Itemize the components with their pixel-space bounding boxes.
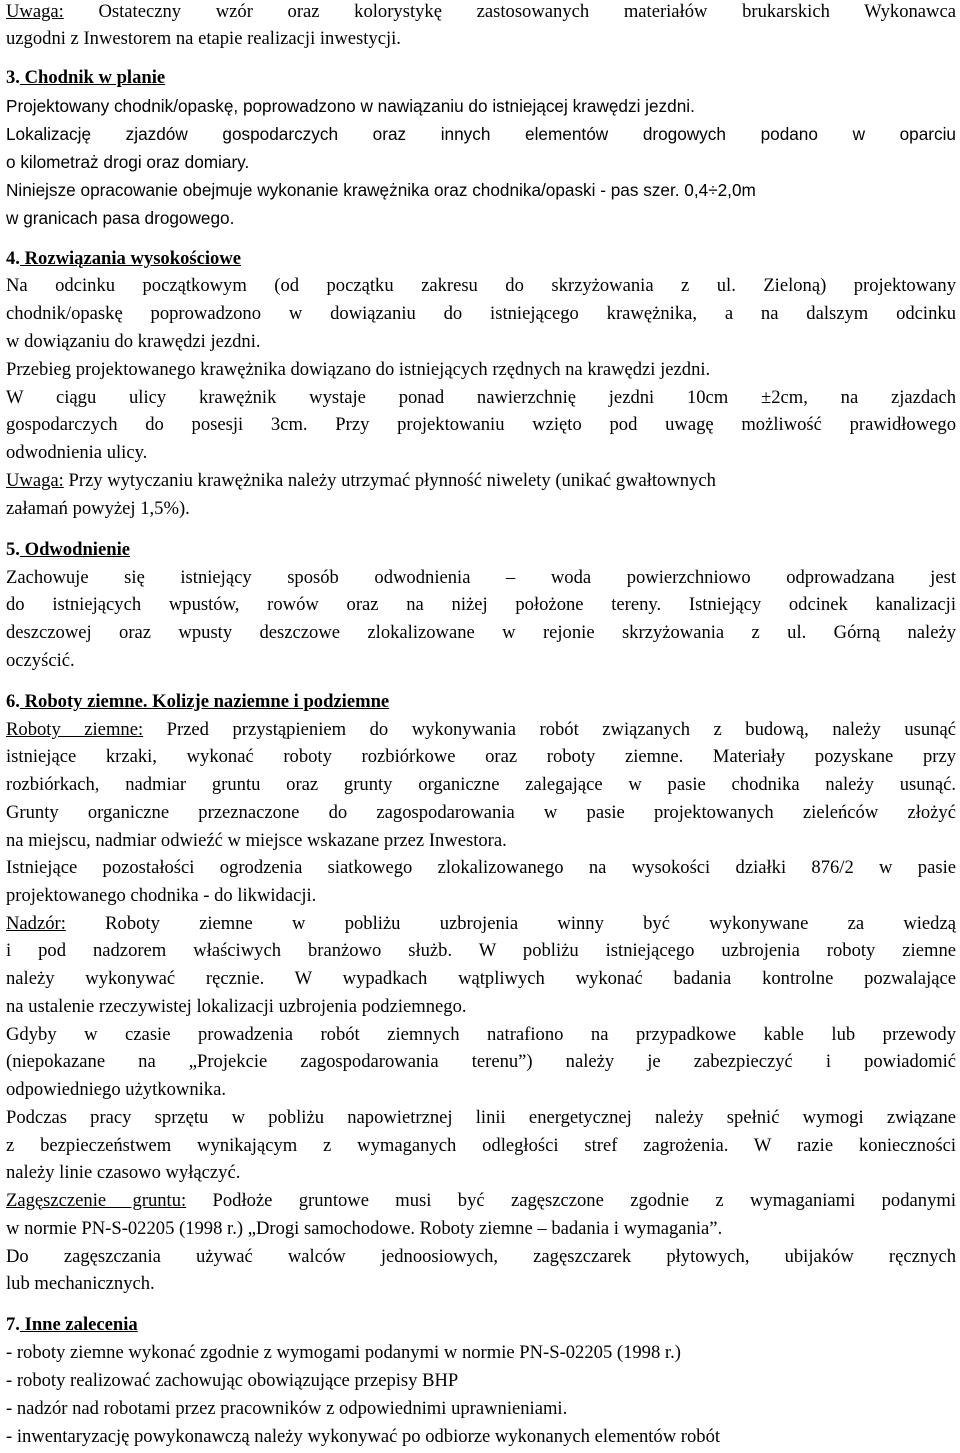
paragraph-label: Nadzór: (6, 913, 66, 934)
text-line: oczyścić. (6, 650, 75, 671)
text-line: odwodnienia ulicy. (6, 442, 148, 463)
text-line: Na odcinku początkowym (od początku zakresu do skrzyżowania z ul. Zieloną) projektowany (6, 275, 956, 296)
text-line: projektowanego chodnika - do likwidacji. (6, 885, 317, 906)
text-line: Lokalizację zjazdów gospodarczych oraz innych elementów drogowych podano w oparciu (6, 124, 956, 144)
text-line: rozbiórkach, nadmiar gruntu oraz grunty organiczne zalegające w pasie chodnika należy usunąć. (6, 774, 956, 795)
text-line (6, 1189, 956, 1215)
paragraph-text: Podłoże gruntowe musi być zagęszczone zgodnie z wymaganiami podanymi (186, 1190, 956, 1211)
text-line: z bezpieczeństwem wynikającym z wymaganych odległości stref zagrożenia. W razie konieczności (6, 1135, 956, 1156)
text-line: lub mechanicznych. (6, 1273, 155, 1294)
note-label: Uwaga: (6, 1, 64, 22)
text-line: do istniejących wpustów, rowów oraz na niżej położone tereny. Istniejący odcinek kanalizacji (6, 594, 956, 615)
text-line: Niniejsze opracowanie obejmuje wykonanie krawężnika oraz chodnika/opaski - pas szer. 0,4÷2,0m (6, 180, 756, 200)
text-line: w granicach pasa drogowego. (6, 208, 235, 228)
text-line: (niepokazane na „Projekcie zagospodarowania terenu”) należy je zabezpieczyć i powiadomić (6, 1051, 956, 1072)
section-title: Rozwiązania wysokościowe (19, 248, 241, 269)
text-line: Grunty organiczne przeznaczone do zagospodarowania w pasie projektowanych zieleńców złożyć (6, 802, 956, 823)
paragraph-text: Przed przystąpieniem do wykonywania robót związanych z budową, należy usunąć (143, 719, 956, 740)
list-item: - inwentaryzację powykonawczą należy wykonywać po odbiorze wykonanych elementów robót (6, 1426, 721, 1447)
text-line: załamań powyżej 1,5%). (6, 498, 190, 519)
text-line: należy linie czasowo wyłączyć. (6, 1162, 241, 1183)
text-line: Przebieg projektowanego krawężnika dowiązano do istniejących rzędnych na krawędzi jezdni. (6, 359, 711, 380)
section-heading (6, 538, 956, 564)
section-number: 3. (6, 67, 20, 88)
text-line: chodnik/opaskę poprowadzono w dowiązaniu do istniejącego krawężnika, a na dalszym odcinku (6, 303, 956, 324)
section-heading (6, 66, 956, 92)
paragraph-text: Roboty ziemne w pobliżu uzbrojenia winny być wykonywane za wiedzą (65, 913, 956, 934)
text-line: Zachowuje się istniejący sposób odwodnienia – woda powierzchniowo odprowadzana jest (6, 567, 956, 588)
text-line: Istniejące pozostałości ogrodzenia siatkowego zlokalizowanego na wysokości działki 876/2 w pasie (6, 857, 956, 878)
section-title: Roboty ziemne. Kolizje naziemne i podziemne (19, 691, 390, 712)
text-line: o kilometraż drogi oraz domiary. (6, 152, 250, 172)
section-number: 7. (6, 1314, 20, 1335)
section-title: Chodnik w planie (19, 67, 166, 88)
list-item: - roboty realizować zachowując obowiązujące przepisy BHP (6, 1370, 459, 1391)
text-line: Podczas pracy sprzętu w pobliżu napowietrznej linii energetycznej należy spełnić wymogi związane (6, 1107, 956, 1128)
list-item: - roboty ziemne wykonać zgodnie z wymogami podanymi w normie PN-S-02205 (1998 r.) (6, 1342, 681, 1363)
text-line: deszczowej oraz wpusty deszczowe zlokalizowane w rejonie skrzyżowania z ul. Górną należy (6, 622, 956, 643)
text-line: Do zagęszczania używać walców jednoosiowych, zagęszczarek płytowych, ubijaków ręcznych (6, 1246, 956, 1267)
section-number: 6. (6, 691, 20, 712)
section-number: 4. (6, 248, 20, 269)
text-line: Gdyby w czasie prowadzenia robót ziemnych natrafiono na przypadkowe kable lub przewody (6, 1024, 956, 1045)
text-line: i pod nadzorem właściwych branżowo służb. W pobliżu istniejącego uzbrojenia roboty ziemne (6, 940, 956, 961)
text-line (6, 0, 956, 26)
text-line: istniejące krzaki, wykonać roboty rozbiórkowe oraz roboty ziemne. Materiały pozyskane przy (6, 746, 956, 767)
text-line: uzgodni z Inwestorem na etapie realizacji inwestycji. (6, 28, 401, 49)
text-line: na ustalenie rzeczywistej lokalizacji uzbrojenia podziemnego. (6, 996, 467, 1017)
text-line: odpowiedniego użytkownika. (6, 1079, 226, 1100)
paragraph-label: Zagęszczenie gruntu: (6, 1190, 187, 1211)
text-line (6, 469, 956, 495)
note-label: Uwaga: (6, 470, 64, 491)
text-line: w normie PN-S-02205 (1998 r.) „Drogi samochodowe. Roboty ziemne – badania i wymagania”. (6, 1218, 723, 1239)
text-line: w dowiązaniu do krawędzi jezdni. (6, 331, 261, 352)
section-title: Inne zalecenia (19, 1314, 138, 1335)
text-line (6, 718, 956, 744)
note-text: Ostateczny wzór oraz kolorystykę zastosowanych materiałów brukarskich Wykonawca (63, 1, 956, 22)
section-title: Odwodnienie (19, 539, 130, 560)
note-text: Przy wytyczaniu krawężnika należy utrzymać płynność niwelety (unikać gwałtownych (63, 470, 716, 491)
paragraph-label: Roboty ziemne: (6, 719, 144, 740)
text-line: W ciągu ulicy krawężnik wystaje ponad nawierzchnię jezdni 10cm ±2cm, na zjazdach (6, 387, 956, 408)
text-line (6, 912, 956, 938)
section-number: 5. (6, 539, 20, 560)
section-heading (6, 1313, 956, 1339)
section-heading (6, 247, 956, 273)
text-line: gospodarczych do posesji 3cm. Przy projektowaniu wzięto pod uwagę możliwość prawidłowego (6, 414, 956, 435)
section-heading (6, 690, 956, 716)
text-line: na miejscu, nadmiar odwieźć w miejsce wskazane przez Inwestora. (6, 830, 507, 851)
text-line: należy wykonywać ręcznie. W wypadkach wątpliwych wykonać badania kontrolne pozwalające (6, 968, 956, 989)
list-item: - nadzór nad robotami przez pracowników z odpowiednimi uprawnieniami. (6, 1398, 568, 1419)
text-line: Projektowany chodnik/opaskę, poprowadzono w nawiązaniu do istniejącej krawędzi jezdni. (6, 96, 695, 116)
